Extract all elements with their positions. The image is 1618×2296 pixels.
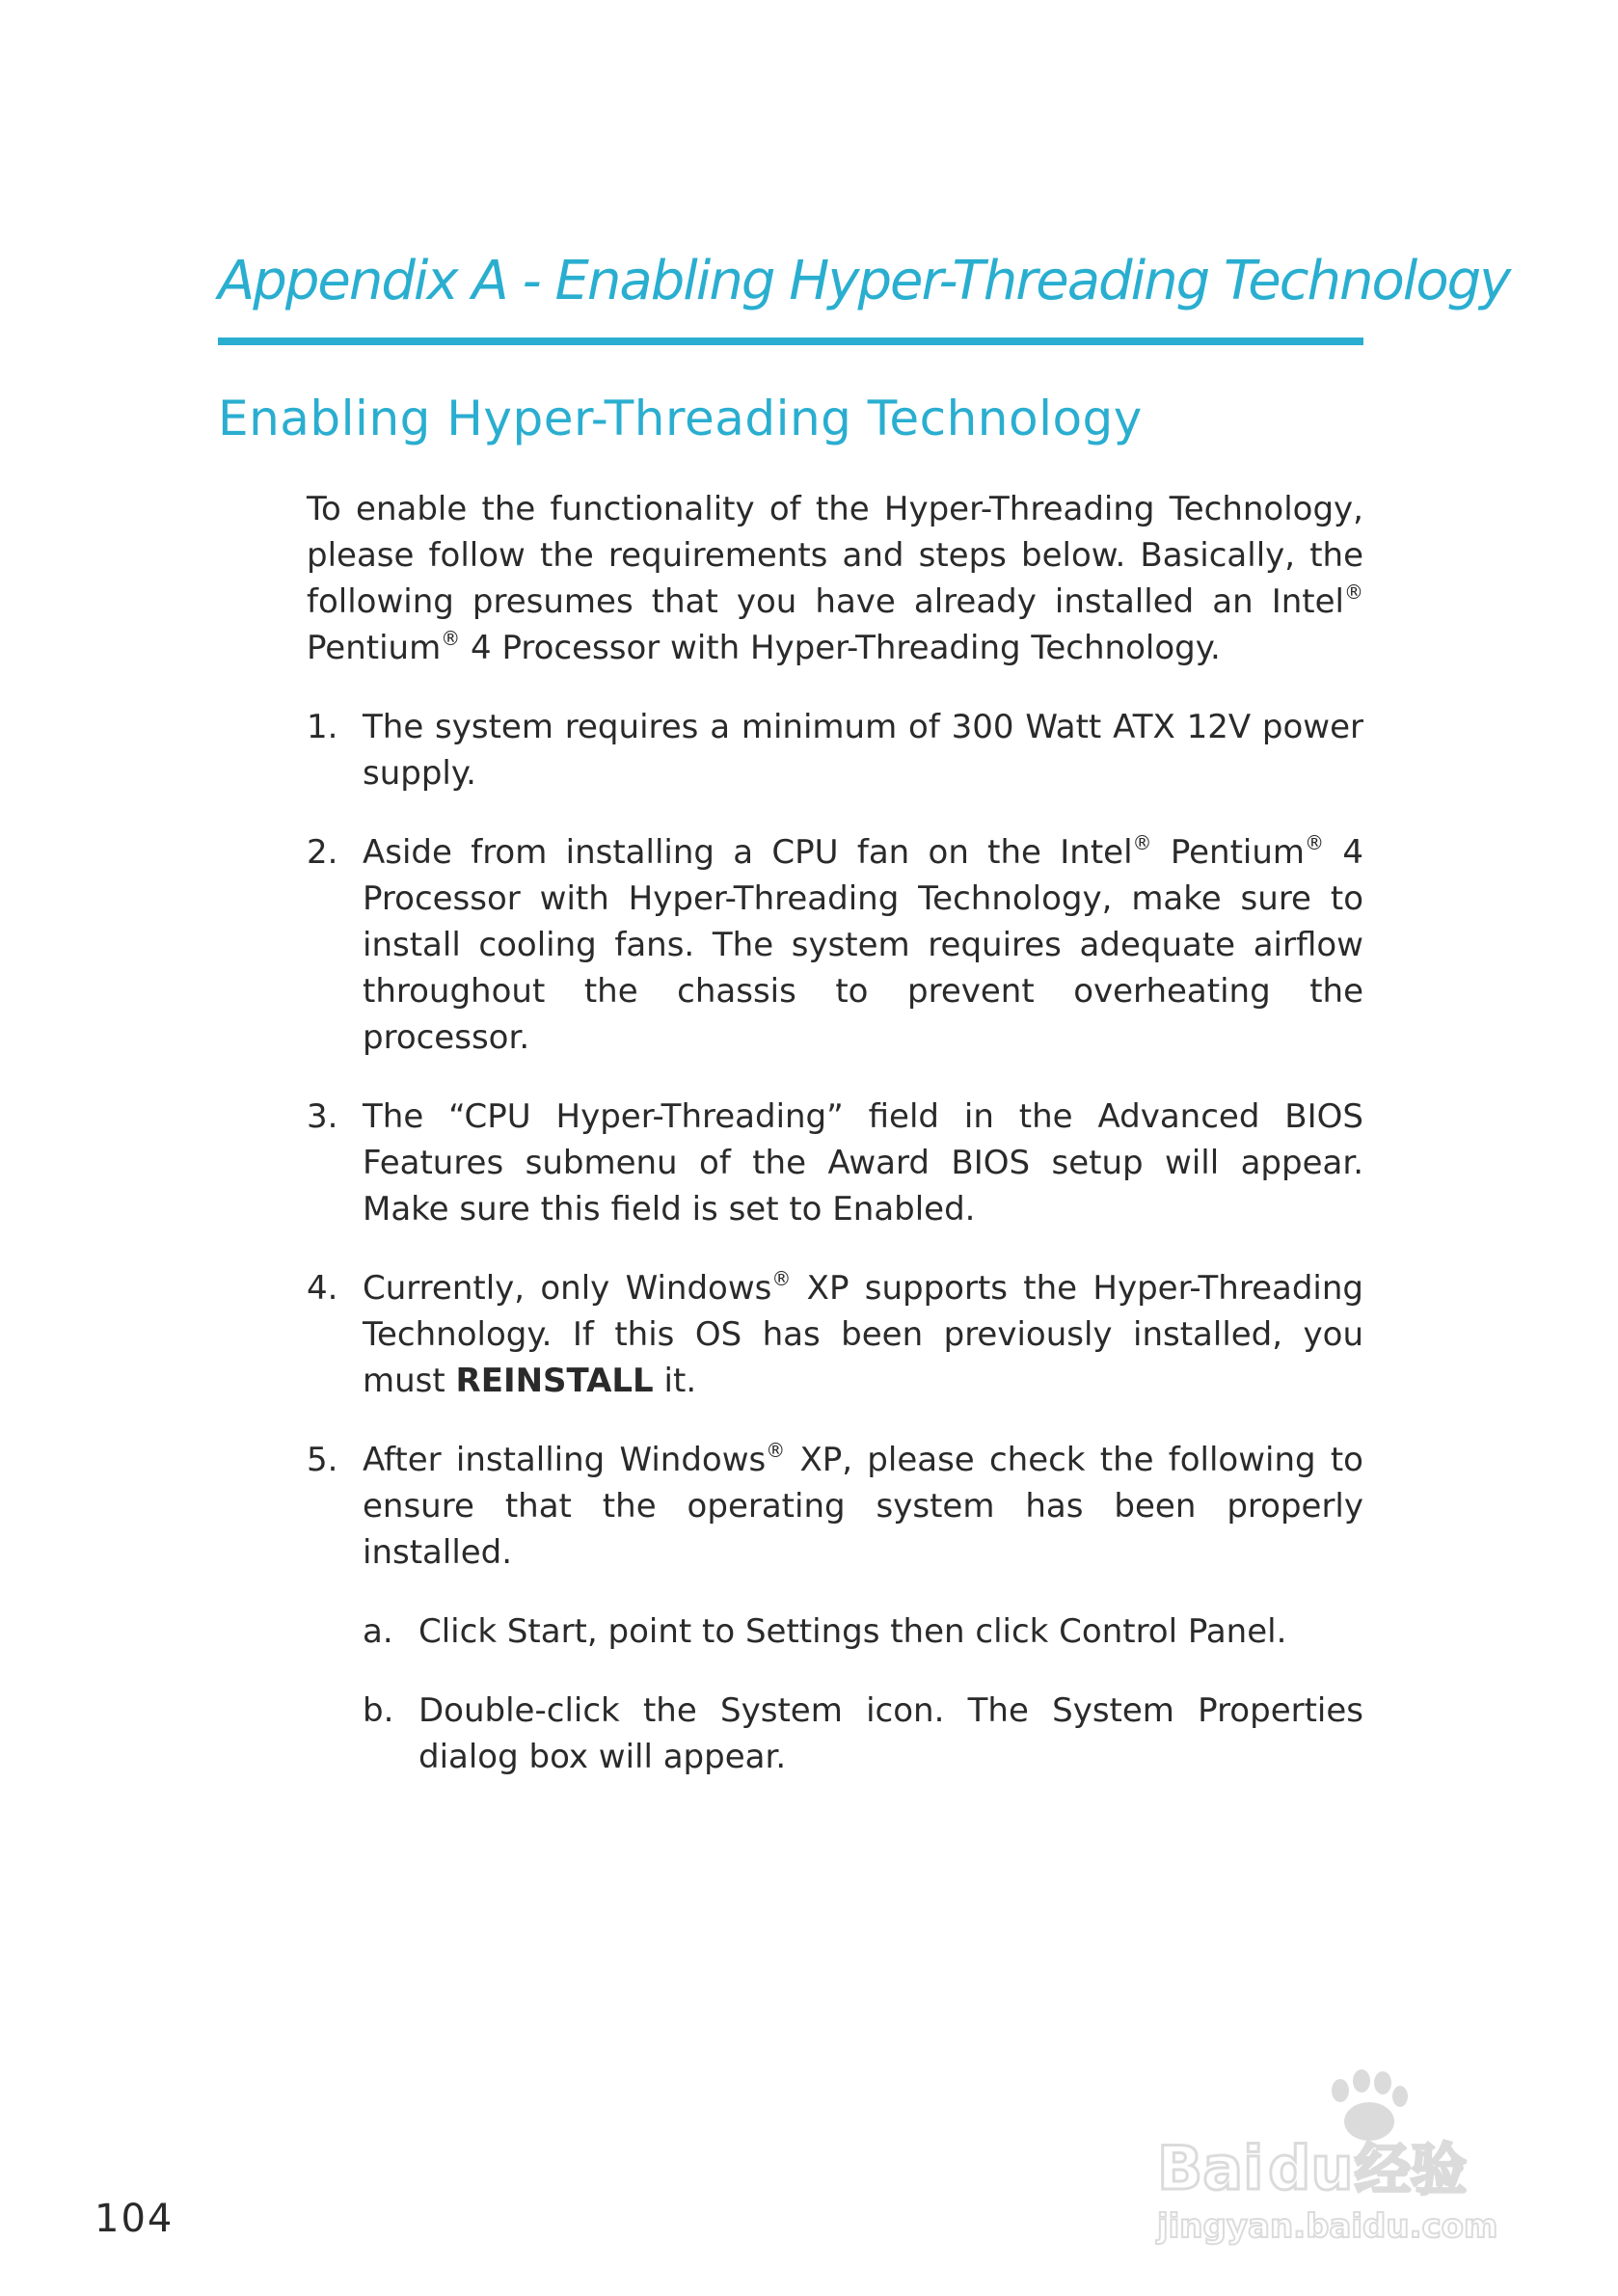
registered-mark: ® — [1344, 581, 1363, 604]
appendix-title: Appendix A - Enabling Hyper-Threading Technology — [218, 250, 1510, 312]
registered-mark: ® — [771, 1267, 792, 1290]
substep-letter: b. — [363, 1691, 394, 1730]
title-divider — [218, 338, 1363, 345]
step-4 — [307, 1265, 1363, 1404]
step-number: 3. — [307, 1097, 338, 1136]
step-text: The system requires a minimum of 300 Watt ATX 12V power supply. — [363, 708, 1363, 793]
step-number: 2. — [307, 833, 338, 872]
paw-icon — [1332, 2069, 1408, 2141]
baidu-watermark — [1147, 2054, 1552, 2247]
registered-mark: ® — [1305, 831, 1325, 854]
step-number: 1. — [307, 708, 338, 746]
step-2 — [307, 829, 1363, 1061]
substep-text: Click Start, point to Settings then click Control Panel. — [418, 1612, 1287, 1651]
substep-letter: a. — [363, 1612, 393, 1651]
step-5 — [307, 1437, 1363, 1780]
step-text: After installing Windows® XP, please check the following to ensure that the operating system has been properly installed. — [363, 1439, 1363, 1572]
step-text: Aside from installing a CPU fan on the Intel® Pentium® 4 Processor with Hyper-Threading Technology, make sure to install cooling fans. The system requires adequate airflow throughout the chassis to prevent overheating the processor. — [363, 831, 1363, 1057]
watermark-suffix: 经验 — [1355, 2137, 1468, 2202]
step-1 — [307, 704, 1363, 797]
section-heading: Enabling Hyper-Threading Technology — [218, 391, 1143, 446]
substeps-list — [363, 1608, 1363, 1780]
step-number: 5. — [307, 1441, 338, 1479]
step-text: The “CPU Hyper-Threading” field in the Advanced BIOS Features submenu of the Award BIOS setup will appear. Make sure this field is set to Enabled. — [363, 1097, 1363, 1229]
registered-mark: ® — [441, 627, 461, 650]
registered-mark: ® — [1132, 831, 1152, 854]
step-number: 4. — [307, 1269, 338, 1308]
intro-paragraph: To enable the functionality of the Hyper-Threading Technology, please follow the requirements and steps below. Basically, the following presumes that you have already installed an Intel® Pentium® 4 Processor with Hyper-Threading Technology. — [307, 490, 1363, 667]
substep-a — [363, 1608, 1363, 1655]
watermark-brand-a: Bai — [1157, 2133, 1264, 2203]
steps-list — [307, 704, 1363, 1780]
substep-b — [363, 1688, 1363, 1780]
registered-mark: ® — [766, 1439, 786, 1462]
reinstall-emphasis: REINSTALL — [455, 1362, 654, 1400]
step-3 — [307, 1094, 1363, 1232]
watermark-url: jingyan.baidu.com — [1157, 2207, 1498, 2246]
page-number: 104 — [94, 2197, 175, 2241]
body-content — [307, 486, 1363, 1813]
watermark-brand-b: du — [1268, 2133, 1354, 2203]
step-text: Currently, only Windows® XP supports the Hyper-Threading Technology. If this OS has been previously installed, you must REINSTALL it. — [363, 1267, 1363, 1400]
substep-text: Double-click the System icon. The System Properties dialog box will appear. — [418, 1691, 1363, 1776]
